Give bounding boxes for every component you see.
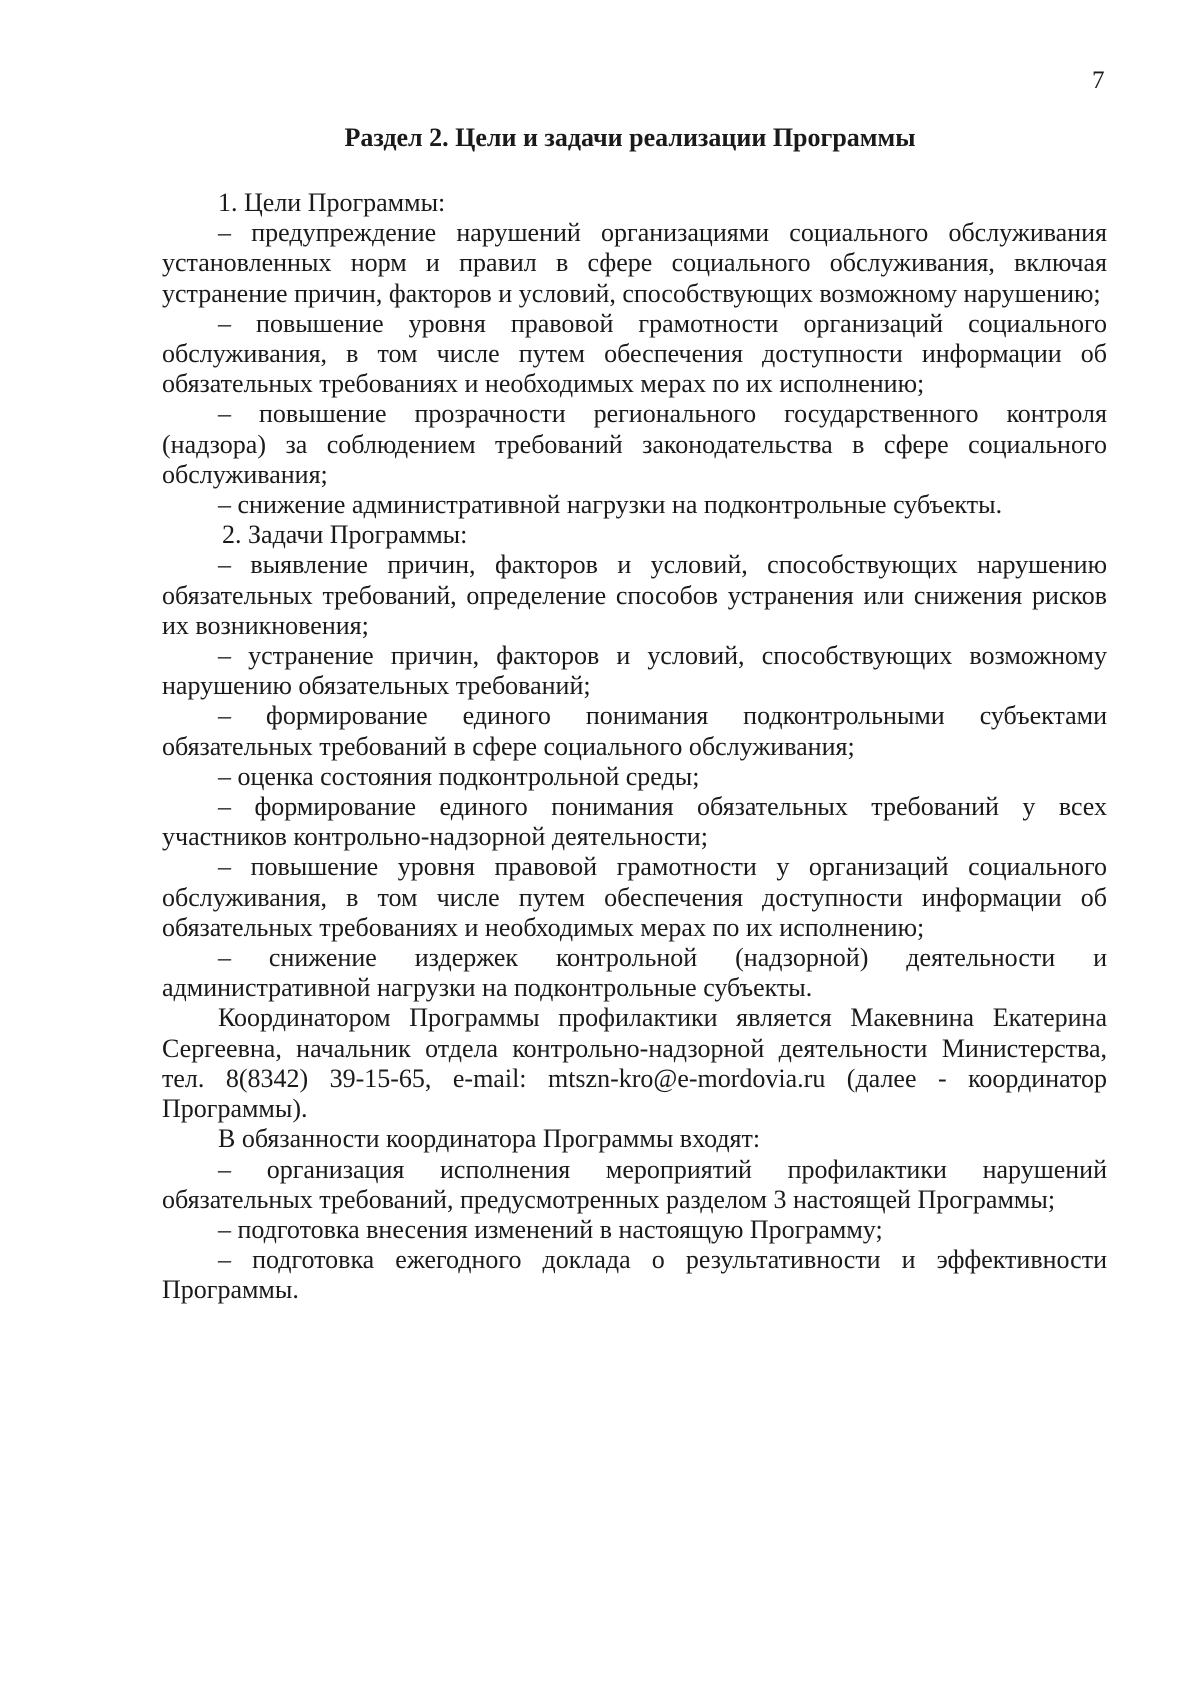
goal-item: – снижение административной нагрузки на подконтрольные субъекты. [218, 490, 1003, 520]
task-item: – оценка состояния подконтрольной среды; [218, 761, 700, 791]
goal-item: – предупреждение нарушений организациями социального обслуживания установленных норм и правил в сфере социального обслуживания, включая устранение причин, факторов и условий, способствующих возможному нарушению; [162, 218, 1107, 308]
page-number: 7 [1092, 67, 1105, 94]
task-item: – снижение издержек контрольной (надзорной) деятельности и административной нагрузки на подконтрольные субъекты. [162, 943, 1107, 1003]
goal-item: – повышение уровня правовой грамотности организаций социального обслуживания, в том числе путем обеспечения доступности информации об обязательных требованиях и необходимых мерах по их исполнению; [162, 308, 1107, 399]
duty-item: – подготовка внесения изменений в настоящую Программу; [218, 1214, 883, 1244]
task-item: – устранение причин, факторов и условий, способствующих возможному нарушению обязательных требований; [162, 641, 1107, 701]
coordinator-paragraph: Координатором Программы профилактики является Макевнина Екатерина Сергеевна, начальник отдела контрольно-надзорной деятельности Министерства, тел. 8(8342) 39-15-65, e-mail: mtszn-kro@e-mordovia.ru (далее - координатор Программы). [162, 1003, 1107, 1124]
duties-heading: В обязанности координатора Программы входят: [218, 1124, 761, 1154]
duty-item: – подготовка ежегодного доклада о результативности и эффективности Программы. [162, 1245, 1107, 1305]
task-item: – формирование единого понимания обязательных требований у всех участников контрольно-надзорной деятельности; [162, 792, 1107, 852]
duty-item: – организация исполнения мероприятий профилактики нарушений обязательных требований, предусмотренных разделом 3 настоящей Программы; [162, 1154, 1107, 1214]
goal-item: – повышение прозрачности регионального государственного контроля (надзора) за соблюдением требований законодательства в сфере социального обслуживания; [162, 399, 1107, 489]
task-item: – формирование единого понимания подконтрольными субъектами обязательных требований в сфере социального обслуживания; [162, 701, 1107, 761]
task-item: – выявление причин, факторов и условий, способствующих нарушению обязательных требований, определение способов устранения или снижения рисков их возникновения; [162, 550, 1107, 640]
goals-heading: 1. Цели Программы: [218, 188, 446, 217]
task-item: – повышение уровня правовой грамотности у организаций социального обслуживания, в том числе путем обеспечения доступности информации об обязательных требованиях и необходимых мерах по их исполнению; [162, 852, 1107, 942]
document-body [162, 188, 1107, 1306]
tasks-heading: 2. Задачи Программы: [222, 520, 468, 550]
section-title: Раздел 2. Цели и задачи реализации Программы [344, 123, 916, 152]
